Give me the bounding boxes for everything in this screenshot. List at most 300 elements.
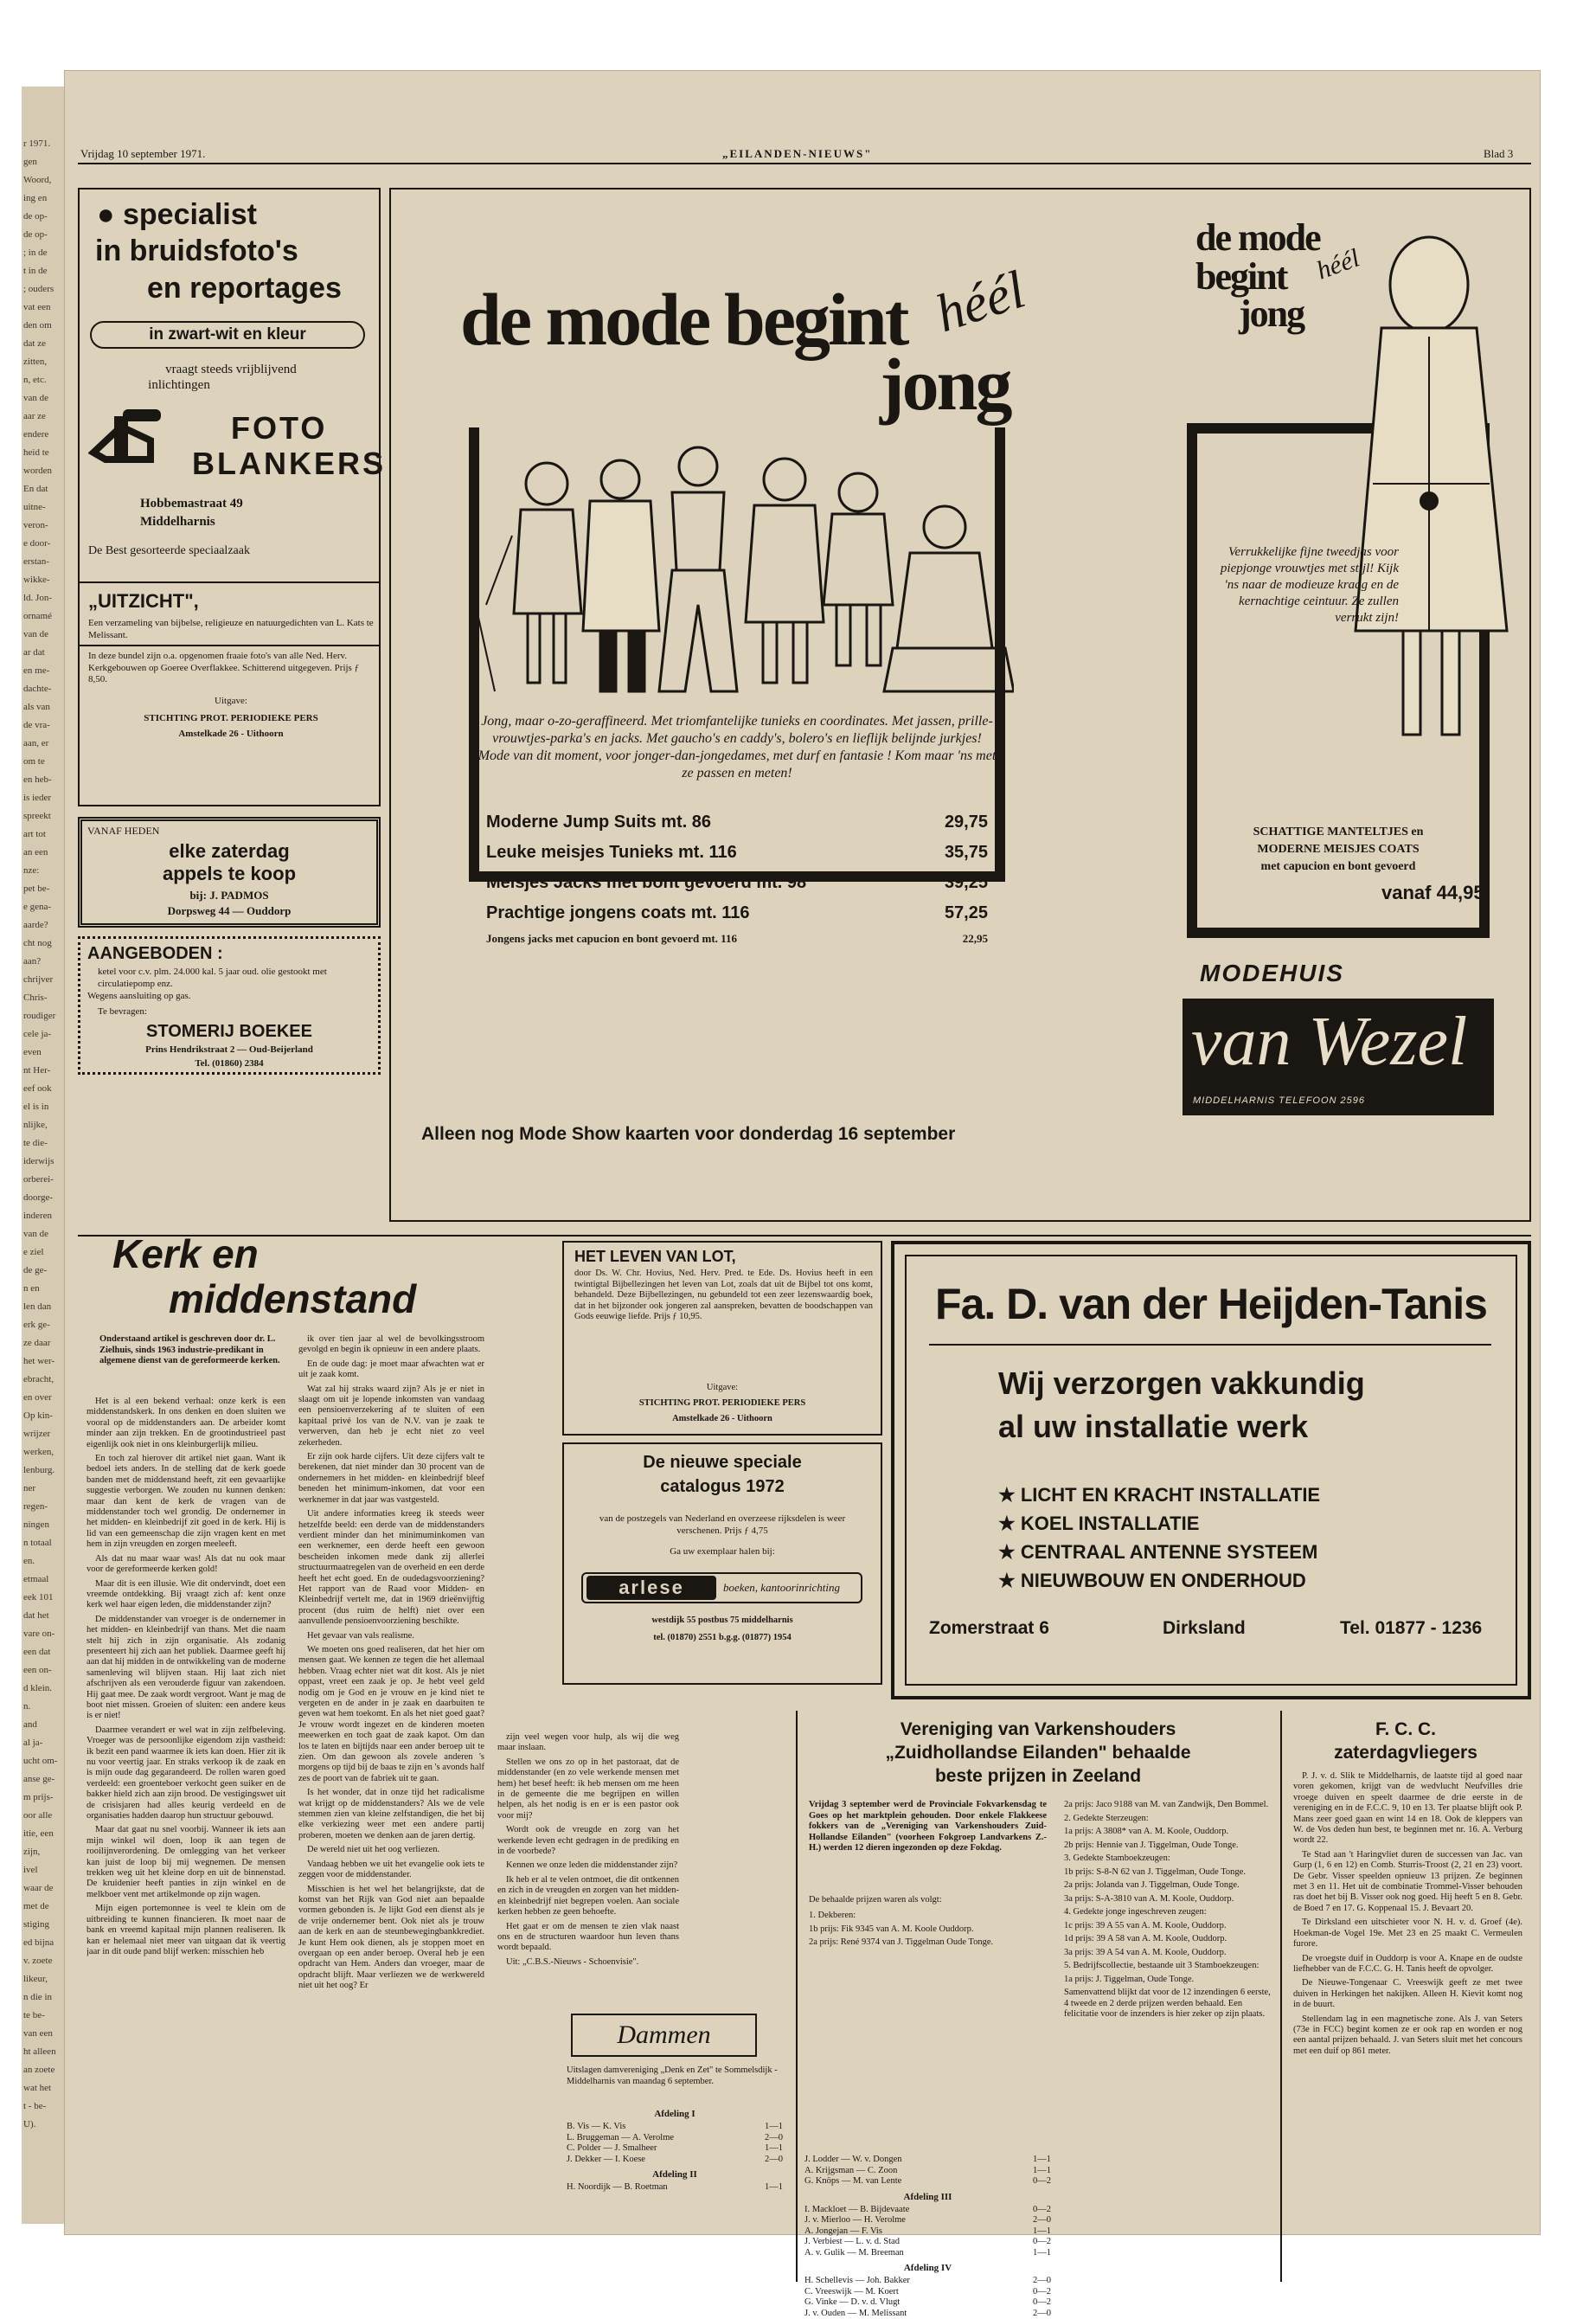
lot-text: door Ds. W. Chr. Hovius, Ned. Herv. Pred. te Ede. Ds. Hovius heeft in een twintigtal Bijbellezingen het leven van Lot, zoals dat uit de Bijbel tot ons komt, behandeld. Deze Bijbellezingen, nu gebundeld tot een zeer lezenswaardig boek, dat in het bijzonder ook jongeren zal aanspreken, bevatten de boodschappen van Gods eeuwige liefde. Prijs ƒ 10,95. [574,1269,873,1323]
mode-right-caption: Verrukkelijke fijne tweedjas voor piepjonge vrouwtjes met stijl! Kijk 'ns naar de modieuze kraag en de kernachtige ceintuur. Ze zullen verrukt zijn! [1208,544,1399,626]
price-item-3 [486,873,988,893]
kerk-intro: Onderstaand artikel is geschreven door dr. L. Zielhuis, sinds 1963 industrie-predikant in algemene dienst van de gereformeerde kerken. [99,1334,290,1367]
adjacent-page-fragment: van de [23,629,48,640]
adjacent-page-fragment: en heb- [23,774,52,786]
varkens-line: 5. Bedrijfscollectie, bestaande uit 3 Stamboekzeugen: [1064,1961,1272,1972]
header-page-number: Blad 3 [1484,147,1513,161]
varkens-line: 1a prijs: A 3808* van A. M. Koole, Ouddorp. [1064,1827,1272,1838]
dam-result-row [567,2122,783,2133]
mode-small-script: héél [1313,243,1364,286]
adjacent-page-fragment: n totaal [23,1538,52,1549]
kerk-paragraph: Wordt ook de vreugde en zorg van het werkende leven echt gedragen in de prediking en in de voorbede? [497,1825,679,1857]
dam-score: 1—1 [765,2143,783,2155]
varkens-behaald: De behaalde prijzen waren als volgt: [809,1895,1047,1906]
kerk-paragraph: zijn veel wegen voor hulp, als wij die weg maar inslaan. [497,1732,679,1754]
dam-section-head: Afdeling II [567,2169,783,2180]
adjacent-page-fragment: pet be- [23,883,49,895]
adjacent-page-fragment: nt Her- [23,1065,50,1076]
dammen-results-col1 [567,2104,783,2194]
adjacent-page-fragment: uitne- [23,502,46,513]
padmos-ad [78,817,381,928]
fcc-title2: zaterdagvliegers [1289,1743,1522,1763]
dam-section-head: Afdeling I [567,2109,783,2119]
adjacent-page-fragment: een on- [23,1665,52,1676]
adjacent-page-fragment: and [23,1719,37,1731]
kerk-paragraph: ik over tien jaar al wel de bevolkingsstroom gevolgd en begin ik opnieuw in een andere plaats. [298,1334,484,1356]
arlese-logo [581,1572,862,1603]
price-item-2-label: Leuke meisjes Tunieks mt. 116 [486,843,737,863]
boekee-text2: Wegens aansluiting op gas. [87,991,373,1003]
adjacent-page-fragment: ht alleen [23,2046,56,2058]
section-rule [78,1235,1531,1237]
dam-match: B. Vis — K. Vis [567,2122,625,2133]
van-wezel-logo-sub: MIDDELHARNIS TELEFOON 2596 [1193,1095,1365,1106]
adjacent-page-fragment: lenburg. [23,1465,54,1476]
dam-result-row [804,2166,1051,2177]
adjacent-page-fragment: ebracht, [23,1374,54,1385]
adjacent-page-fragment: te be- [23,2010,45,2021]
adjacent-page-fragment: even [23,1047,42,1058]
adjacent-page-fragment: e gena- [23,902,51,913]
kerk-paragraph: En toch zal hierover dit artikel niet gaan. Want ik bedoel iets anders. In de stelling dat de kerk goede banden met de middenstand heeft, zit een gevaarlijke suggestie verborgen. We zouden nu kunnen denken: maar dan kent de kerk de vragen van de middenstander toch wel grondig. De ondernemer in het midden- en kleinbedrijf zit goed in de kerk. Hij is lid van een gemeenschap die zijn vragen kent en met hem in zijn vreugden en zorgen meeleeft. [87,1454,285,1551]
adjacent-page-fragment: van de [23,393,48,404]
dam-result-row [567,2133,783,2144]
adjacent-page-fragment: n en [23,1283,40,1294]
dam-result-row [567,2182,783,2194]
varkens-line: 3. Gedekte Stamboekzeugen: [1064,1853,1272,1865]
adjacent-page-fragment: ld. Jon- [23,593,52,604]
adjacent-page-fragment: U). [23,2119,35,2130]
dam-match: J. Verbiest — L. v. d. Stad [804,2237,900,2248]
adjacent-page-fragment: d klein. [23,1683,52,1694]
varkens-line: 1b prijs: S-8-N 62 van J. Tiggelman, Oude Tonge. [1064,1867,1272,1879]
dam-match: I. Mackloet — B. Bijdevaate [804,2205,909,2216]
price-item-small [486,932,988,946]
kerk-paragraph: Stellen we ons zo op in het pastoraat, dat de middenstander (en zo vele werkende mensen met hem) het besef heeft: ik heb mensen om me heen in de gemeente die me begrijpen en willen helpen, als het nodig is en er is een pastor ook voor mij? [497,1757,679,1821]
adjacent-page-fragment: regen- [23,1501,48,1513]
heijden-services [998,1478,1483,1598]
adjacent-page-fragment: dat het [23,1610,49,1622]
adjacent-page-fragment: orberei- [23,1174,54,1185]
boekee-address: Prins Hendrikstraat 2 — Oud-Beijerland [80,1044,378,1057]
dam-match: H. Noordijk — B. Roetman [567,2182,668,2194]
dam-match: G. Vinke — D. v. d. Vlugt [804,2297,900,2309]
adjacent-page-fragment: aar ze [23,411,46,422]
varkens-title3: beste prijzen in Zeeland [804,1766,1272,1787]
kerk-paragraph: Is het wonder, dat in onze tijd het radicalisme wat krijgt op de middenstanders? Als we de vele stemmen zien van kleine zelfstandigen, die het bij elke verkiezing weer met een andere partij proberen, moeten we denken aan de jaren dertig. [298,1788,484,1841]
varkens-line: 3a prijs: S-A-3810 van A. M. Koole, Ouddorp. [1064,1894,1272,1905]
catalogus-ad [562,1442,882,1685]
adjacent-page-fragment: ornamé [23,611,52,622]
arlese-logo-sub: boeken, kantoorinrichting [723,1581,840,1595]
varkens-line: 3a prijs: 39 A 54 van A. M. Koole, Ouddorp. [1064,1948,1272,1959]
adjacent-page-fragment: aarde? [23,920,48,931]
padmos-line2: appels te koop [82,863,376,885]
arlese-logo-text: arlese [586,1576,716,1600]
adjacent-page-fragment: aan, er [23,738,48,749]
children-fashion-illustration-icon [460,432,1014,717]
adjacent-page-fragment: an een [23,847,48,858]
adjacent-page-fragment: te die- [23,1138,48,1149]
kerk-paragraph: En de oude dag: je moet maar afwachten wat er uit je zaak komt. [298,1359,484,1381]
kerk-paragraph: Als dat nu maar waar was! Als dat nu ook maar voor de gereformeerde kerken gold! [87,1554,285,1576]
bruids-pill: in zwart-wit en kleur [90,321,365,349]
price-item-2-price: 35,75 [945,843,988,863]
dam-match: J. Dekker — I. Koese [567,2155,645,2166]
adjacent-page-fragment: eek 101 [23,1592,54,1603]
adjacent-page-fragment: al ja- [23,1738,42,1749]
dam-score: 2—0 [1033,2276,1051,2287]
bruids-sub1: vraagt steeds vrijblijvend [114,363,348,377]
bruids-address1: Hobbemastraat 49 [140,497,243,511]
adjacent-page-fragment: chrijver [23,974,53,986]
fcc-paragraph: Te Stad aan 't Haringvliet duren de successen van Jac. van Gurp (1, 6 en 12) en Comb. Sturris-Troost (2, 21 en 23) voort. De Gebr. Visser speelden opnieuw 13 prijzen. Ze beginnen met 3 en 11. Het uit de combinatie Trommel-Visser behouden ras doet het bij B. Visser ook nog goed. Hij heeft 5 en 8. Gebr. de Boed 7 en 17. G. Koppenaal 15. J. Bevaart 20. [1293,1850,1522,1914]
mode-headline-script: héél [929,260,1033,345]
adjacent-page-fragment: e ziel [23,1247,44,1258]
price-item-4-price: 57,25 [945,903,988,923]
service-2: ★ KOEL INSTALLATIE [998,1513,1483,1535]
adjacent-page-fragment: vat een [23,302,50,313]
adjacent-page-fragment: van de [23,1229,48,1240]
adjacent-page-fragment: ivel [23,1865,38,1876]
dam-result-row [567,2143,783,2155]
dam-score: 0—2 [1033,2205,1051,2216]
adjacent-page-fragment: om te [23,756,45,768]
adjacent-page-fragment: aan? [23,956,41,967]
bruids-line1: ● specialist [97,198,257,232]
padmos-line1: elke zaterdag [82,840,376,863]
adjacent-page-fragment: e door- [23,538,50,549]
adjacent-page-fragment: ed bijna [23,1937,54,1949]
mode-caption: Jong, maar o-zo-geraffineerd. Met triomfantelijke tunieks en coordinates. Met jassen, prille-vrouwtjes-parka's en jacks. Met gaucho's en caddy's, bolero's en lieflijk belijnde jurkjes! Mode van dit moment, voor jonger-dan-jongedames, met durf en fantasie ! Kom maar 'ns met ze passen en meten! [478,713,997,782]
mode-small-headline2: begint [1195,254,1286,299]
fcc-text [1293,1771,1522,2290]
adjacent-page-fragment: cht nog [23,938,52,949]
varkens-line: 4. Gedekte jonge ingeschreven zeugen: [1064,1907,1272,1918]
bruids-sub2: inlichtingen [114,378,244,393]
adjacent-page-fragment: r 1971. [23,138,50,150]
adjacent-page-fragment: eef ook [23,1083,52,1095]
dam-result-row [804,2287,1051,2298]
adjacent-page-fragment: als van [23,702,50,713]
kerk-paragraph: Vandaag hebben we uit het evangelie ook iets te zeggen voor de middenstander. [298,1860,484,1881]
bruids-footer: De Best gesorteerde speciaalzaak [88,544,250,558]
heijden-title: Fa. D. van der Heijden-Tanis [894,1279,1528,1329]
varkens-title2: „Zuidhollandse Eilanden" behaalde [804,1743,1272,1763]
bruids-line2: in bruidsfoto's [95,234,298,268]
bruids-address2: Middelharnis [140,515,215,530]
dam-match: A. Jongejan — F. Vis [804,2226,882,2238]
kerk-title1: Kerk en [112,1230,259,1277]
adjacent-page-fragment: Op kin- [23,1410,53,1422]
van-wezel-logo [1183,999,1494,1115]
varkens-line: Samenvattend blijkt dat voor de 12 inzendingen 6 eerste, 4 tweede en 2 derde prijzen werden behaald. Een felicitatie voor de inzenders is hier zeker op zijn plaats. [1064,1988,1272,2020]
bruidsfoto-ad [78,188,381,646]
mode-headline1: de mode [460,276,708,363]
price-item-2 [486,843,988,863]
dam-match: J. v. Mierloo — H. Verolme [804,2215,906,2226]
dam-section-head: Afdeling III [804,2192,1051,2202]
boekee-tel: Tel. (01860) 2384 [80,1058,378,1070]
adjacent-page-fragment: n die in [23,1992,52,2003]
adjacent-page-fragment: cele ja- [23,1029,51,1040]
kerk-paragraph: Kennen we onze leden die middenstander zijn? [497,1860,679,1871]
adjacent-page-fragment: doorge- [23,1192,53,1204]
kerk-paragraph: Uit: „C.B.S.-Nieuws - Schoenvisie". [497,1957,679,1968]
catalogus-tel: tel. (01870) 2551 b.g.g. (01877) 1954 [564,1633,881,1644]
fcc-title1: F. C. C. [1289,1719,1522,1740]
adjacent-page-fragment: t - be- [23,2101,46,2112]
uitzicht-publisher: STICHTING PROT. PERIODIEKE PERS [88,713,374,725]
dam-match: J. v. Ouden — M. Melissant [804,2309,907,2319]
padmos-vanaf: VANAF HEDEN [87,825,159,838]
heijden-tel: Tel. 01877 - 1236 [1340,1618,1482,1639]
dam-score: 1—1 [1033,2248,1051,2259]
varkens-line: 2a prijs: Jaco 9188 van M. van Zandwijk, Den Bommel. [1064,1800,1272,1811]
heijden-street: Zomerstraat 6 [929,1618,1049,1639]
price-item-3-label: Meisjes Jacks met bont gevoerd mt. 98 [486,873,806,893]
catalogus-title1: De nieuwe speciale [564,1453,881,1473]
foto-brand-line2: BLANKERS [192,446,386,482]
dam-score: 0—2 [1033,2297,1051,2309]
boekee-company: STOMERIJ BOEKEE [80,1022,378,1042]
adjacent-page-fragment: n. [23,1701,30,1712]
dam-match: H. Schellevis — Joh. Bakker [804,2276,910,2287]
adjacent-page-fragment: wat het [23,2083,51,2094]
adjacent-page-fragment: art tot [23,829,46,840]
dam-score: 0—2 [1033,2287,1051,2298]
kerk-paragraph: Het gaat er om de mensen te zien vlak naast ons en de structuren waardoor hun leven thans wordt bepaald. [497,1922,679,1954]
heijden-tanis-ad [891,1241,1531,1699]
adjacent-page-fragment: van een [23,2028,53,2040]
dam-match: A. Krijgsman — C. Zoon [804,2166,897,2177]
kerk-paragraph: Maar dit is een illusie. Wie dit ondervindt, doet een vreemde ontdekking. Bij vraagt zich af: kent onze kerk wel haar eigen leden, die middenstander zijn? [87,1579,285,1611]
kerk-paragraph: We moeten ons goed realiseren, dat het hier om mensen gaat. We kennen ze tegen die het allemaal hebben. Vraag echter niet wat dit kost. Als je niet oppast, vreet een zaak je op. Je hebt veel geld nodig om je God en je vrouw en je kind niet te vergeten en de ander in je zaak en daarbuiten te geven wat hem toekomt. En als het niet goed gaat? Je vrouw wordt ingezet en de kinderen moeten meewerken en toch gaat de zaak kapot. Om dan los te laten en bijtijds naar een ander beroep uit te zien. Om dan gewoon als zovele anderen 's morgens op tijd bij de baas te zijn en 's avonds half zes de poort van de fabriek uit te gaan. [298,1645,484,1784]
adjacent-page-fragment: gen [23,157,37,168]
varkens-line: 2a prijs: René 9374 van J. Tiggelman Oude Tonge. [809,1937,1047,1949]
kerk-paragraph: Misschien is het wel het belangrijkste, dat de komst van het Rijk van God niet aan bepaalde vormen gebonden is. Je lijkt God een dienst als je de vrije ondernemer bent. Ook niet als je trouw aan de kerk en aan de steunbewegingbankkrediet. Je kunt Hem ook dienen, als je stoppen moet en overgaan op een ander beroep. Overal heb je een opdracht van Hem. Anders dan vroeger, maar de opdracht blijft. Maar verliezen we de werkwereld niet uit het oog? Er [298,1885,484,1992]
adjacent-page-fragment: en me- [23,665,49,677]
varkens-col2 [1064,1800,1272,2023]
van-wezel-logo-text: van Wezel [1191,1003,1467,1082]
foto-blankers-logo-icon [88,406,168,466]
kerk-paragraph: Wat zal hij straks waard zijn? Als je er niet in slaagt om uit je lopende inkomsten van vandaag een pensioenverzekering af te sluiten of een kapitaal privé los van de N.V. van je zaak te verwerven, dan heb je echt niet zo veel zekerheden. [298,1384,484,1449]
adjacent-page-fragment: zijn, [23,1847,40,1858]
boekee-title: AANGEBODEN : [87,944,223,964]
adjacent-page-fragment: n, etc. [23,375,47,386]
dammen-results-col2 [804,2155,1051,2319]
kerk-paragraph: Het is al een bekend verhaal: onze kerk is een middenstandskerk. In ons denken en doen sluiten we vooral op de middenstanders aan. De arbeider komt minder aan zijn trekken. En de grootindustrieel past eigenlijk ook niet in ons kleinburgerlijk milieu. [87,1397,285,1450]
dam-result-row [804,2155,1051,2166]
adjacent-page-fragment: stiging [23,1919,49,1930]
mode-small-headline3: jong [1239,292,1304,336]
adjacent-page-fragment: len dan [23,1301,51,1313]
lot-publisher: STICHTING PROT. PERIODIEKE PERS [564,1398,881,1410]
kerk-paragraph: Daarmee verandert er wel wat in zijn zelfbeleving. Vroeger was de persoonlijke eigendom zijn vastheid: ik bezit een pand waarmee ik iets kan doen. Hier zit ik nu voor veertig jaar. En straks verkoop ik de zaak en is mijn oude dag gegarandeerd. De rollen waren goed verdeeld: een groenteboer verkocht geen suiker en de bakker hield zich aan zijn brood. De vestigingswet uit de crisisjaren had alles keurig verdeeld en de organisaties hadden daarop hun structuur gebouwd. [87,1725,285,1822]
adjacent-page-fragment: nze: [23,865,39,877]
dam-score: 2—0 [765,2155,783,2166]
adjacent-page-fragment: nlijke, [23,1120,48,1131]
varkens-line: 1. Dekberen: [809,1911,1047,1922]
varkens-title1: Vereniging van Varkenshouders [804,1719,1272,1740]
adjacent-page-fragment: worden [23,466,52,477]
mode-small-headline1: de mode [1195,215,1320,260]
dam-result-row [804,2237,1051,2248]
adjacent-page-fragment: waar de [23,1883,54,1894]
dam-match: C. Polder — J. Smalheer [567,2143,657,2155]
adjacent-page-fragment: En dat [23,484,48,495]
varkens-intro: Vrijdag 3 september werd de Provinciale Fokvarkensdag te Goes op het marktplein gehouden. Door enkele Flakkeese fokkers van de „Vereniging van Varkenshouders Zuid-Hollandse Eilanden" (voorheen Fokgroep Landvarkens Z.-H.) werden 12 dieren ingezonden op deze Fokdag. [809,1800,1047,1854]
column-rule-2 [1280,1711,1282,2282]
header-rule [78,163,1531,164]
adjacent-page-fragment: ner [23,1483,35,1494]
price-item-1-label: Moderne Jump Suits mt. 86 [486,813,711,832]
uitzicht-uitgave: Uitgave: [88,696,374,708]
adjacent-page-fragment: inderen [23,1211,52,1222]
uitzicht-text2: In deze bundel zijn o.a. opgenomen fraaie foto's van alle Ned. Herv. Kerkgebouwen op Goeree Overflakkee. Schitterend uitgegeven. Prijs ƒ 8,50. [88,651,374,686]
kerk-col2 [298,1334,484,2295]
adjacent-page-fragment: veron- [23,520,48,531]
kerk-paragraph: Er zijn ook harde cijfers. Uit deze cijfers valt te berekenen, dat niet minder dan 30 procent van de ondernemers in het midden- en kleinbedrijf bleef beneden het minimum-inkomen, dat voor een werknemer in dat jaar was vastgesteld. [298,1452,484,1506]
mode-footer: Alleen nog Mode Show kaarten voor donderdag 16 september [421,1124,955,1145]
van-wezel-mode-ad [389,188,1531,1222]
adjacent-page-fragment: vare on- [23,1628,54,1640]
boekee-ad [78,936,381,1075]
catalogus-text2: Ga uw exemplaar halen bij: [564,1546,881,1558]
dam-section-head: Afdeling IV [804,2263,1051,2273]
adjacent-page-fragment: etmaal [23,1574,48,1585]
boekee-bevragen: Te bevragen: [98,1006,383,1018]
kerk-title2: middenstand [169,1275,416,1322]
dam-result-row [804,2248,1051,2259]
kerk-paragraph: Het gevaar van vals realisme. [298,1631,484,1641]
dam-result-row [804,2215,1051,2226]
uitzicht-ad [78,581,381,806]
fcc-paragraph: P. J. v. d. Slik te Middelharnis, de laatste tijd al goed naar voren gekomen, krijgt van de wedvlucht Neufvilles drie vroege duiven en speelt daarmee de drie eerste in de vereniging en in de F.C.C. 9, 10 en 13. Ter plaatse blijft ook P. Mans zeer goed gaan en wint 14 en 18. Ook de kleppers van W. de Vos deden hun best, te beginnen met nr. 16. A. Verburg wordt 22. [1293,1771,1522,1847]
dam-result-row [804,2309,1051,2319]
dam-score: 2—0 [765,2133,783,2144]
kerk-paragraph: Uit andere informaties kreeg ik steeds weer hetzelfde beeld: een derde van de middenstanders verdient minder dan het minimuminkomen van een werknemer, een derde heeft een gewoon bescheiden inkomen mede dank zij allerlei structuurmaatregelen van de overheid en een derde heeft het echt goed. En de oudedagsvoorziening? Het rapport van de Raad voor Midden- en Kleinbedrijf vertelt me, dat in 1969 drieënvijftig procent (dus ruim de helft) niet over een aanvullende pensioenvoorziening beschikte. [298,1509,484,1627]
right-box-line2: MODERNE MEISJES COATS [1195,843,1481,857]
adjacent-page-fragment: Woord, [23,175,51,186]
adjacent-page-fragment: oor alle [23,1810,52,1821]
dam-result-row [804,2176,1051,2187]
price-item-4 [486,903,988,923]
adjacent-page-fragment: ; ouders [23,284,54,295]
price-item-small-label: Jongens jacks met capucion en bont gevoerd mt. 116 [486,932,737,946]
dammen-intro: Uitslagen damvereniging „Denk en Zet" te Sommelsdijk - Middelharnis van maandag 6 september. [567,2065,783,2087]
catalogus-title2: catalogus 1972 [564,1477,881,1497]
right-box-line3: met capucion en bont gevoerd [1195,860,1481,874]
header-title: „EILANDEN-NIEUWS" [722,147,872,161]
adjacent-page-fragment: endere [23,429,48,440]
catalogus-address: westdijk 55 postbus 75 middelharnis [564,1616,881,1627]
right-box-price: vanaf 44,95 [1381,882,1484,904]
adjacent-page-fragment: ; in de [23,247,48,259]
dam-score: 1—1 [765,2122,783,2133]
column-rule [796,1711,798,2282]
adjacent-page-fragment: dachte- [23,684,51,695]
price-item-3-price: 39,25 [945,873,988,893]
price-item-1-price: 29,75 [945,813,988,832]
dam-score: 2—0 [1033,2309,1051,2319]
adjacent-page-fragment: dat ze [23,338,46,350]
kerk-paragraph: De middenstander van vroeger is de ondernemer in het midden- en kleinbedrijf van thans. Met die naam stelt hij zich in zijn organisatie. Als zodanig presenteert hij zich aan het publiek. Daarmee geeft hij aan dat hij midden in de ontwikkeling van de moderne samenleving wil blijven staan. Hij laat zich niet afschrijven als een verouderde figuur van zakendoen. Hij gaat mee. De zaak wordt vergroot. Want je mag de boot niet missen. Groeien of sluiten: een andere keus is er niet! [87,1615,285,1722]
catalogus-text1: van de postzegels van Nederland en overzeese rijksdelen is weer verschenen. Prijs ƒ 4,75 [581,1513,863,1537]
lot-title: HET LEVEN VAN LOT, [574,1248,736,1266]
adjacent-page-fragment: v. zoete [23,1956,53,1967]
heijden-rule [929,1344,1491,1346]
varkens-line: 2. Gedekte Sterzeugen: [1064,1814,1272,1825]
kerk-paragraph: Maar dat gaat nu snel voorbij. Wanneer ik iets aan mijn winkel wil doen, loop ik aan tegen de rooilijnverordening. De omlegging van het verkeer kan juist de loop bij mij wegnemen. De mensen trekken weg uit het kleine dorp en uit de binnenstad. De kruidenier heeft panties in zijn winkel en de melkboer vent met artikelmonde op zijn wagen. [87,1825,285,1900]
adjacent-page-fragment: spreekt [23,811,51,822]
adjacent-page-strip [22,87,67,2224]
mode-headline3: jong [880,341,1010,427]
dam-result-row [804,2226,1051,2238]
dam-score: 1—1 [1033,2155,1051,2166]
dam-score: 1—1 [765,2182,783,2194]
adjacent-page-fragment: de op- [23,211,48,222]
varkens-line: 1b prijs: Fik 9345 van A. M. Koole Ouddorp. [809,1924,1047,1936]
dam-result-row [804,2205,1051,2216]
adjacent-page-fragment: met de [23,1901,49,1912]
adjacent-page-fragment: t in de [23,266,48,277]
kerk-paragraph: Ik heb er al te velen ontmoet, die dit ontkennen en zich in de vreugden en zorgen van het midden- en kleinbedrijf niet begrepen voelen. Aan sociale kerken hebben ze geen behoefte. [497,1875,679,1918]
adjacent-page-fragment: erstan- [23,556,49,568]
varkens-line: 1a prijs: J. Tiggelman, Oude Tonge. [1064,1975,1272,1986]
price-item-4-label: Prachtige jongens coats mt. 116 [486,903,750,923]
uitzicht-title: „UITZICHT", [88,590,199,613]
adjacent-page-fragment: en. [23,1556,35,1567]
price-item-1 [486,813,988,832]
dam-score: 0—2 [1033,2237,1051,2248]
service-1: ★ LICHT EN KRACHT INSTALLATIE [998,1484,1483,1506]
newspaper-page [65,71,1540,2234]
adjacent-page-fragment: ar dat [23,647,45,658]
header-date: Vrijdag 10 september 1971. [80,147,205,161]
adjacent-page-fragment: den om [23,320,52,331]
adjacent-page-fragment: ing en [23,193,47,204]
heijden-tag2: al uw installatie werk [998,1409,1308,1445]
adjacent-page-fragment: erk ge- [23,1320,50,1331]
dam-score: 1—1 [1033,2166,1051,2177]
fcc-paragraph: De vroegste duif in Ouddorp is voor A. Knape en de oudste liefhebber van de F.C.C. G. H. Tanis heeft de opvolger. [1293,1954,1522,1975]
adjacent-page-fragment: Chris- [23,992,48,1004]
service-4: ★ NIEUWBOUW EN ONDERHOUD [998,1570,1483,1592]
dam-score: 1—1 [1033,2226,1051,2238]
dammen-title: Dammen [571,2014,757,2057]
kerk-col1 [87,1397,285,2297]
mode-price-list [486,813,988,946]
adjacent-page-fragment: an zoete [23,2065,54,2076]
price-item-small-price: 22,95 [963,932,988,946]
adjacent-page-fragment: het wer- [23,1356,54,1367]
kerk-paragraph: Mijn eigen portemonnee is veel te klein om de uitbreiding te kunnen financieren. Ik moet naar de bank en vreemd kapitaal mijn plannen realiseren. Ik kan er helemaal niet meer van uitgaan dat ik veertig jaar in dit oude pand blijf werken: misschien heb [87,1904,285,1957]
adjacent-page-fragment: ze daar [23,1338,50,1349]
dam-score: 2—0 [1033,2215,1051,2226]
adjacent-page-fragment: ucht om- [23,1756,57,1767]
adjacent-page-fragment: el is in [23,1102,48,1113]
uitzicht-address: Amstelkade 26 - Uithoorn [88,729,374,741]
dam-match: J. Lodder — W. v. Dongen [804,2155,901,2166]
dam-match: L. Bruggeman — A. Verolme [567,2133,674,2144]
adjacent-page-fragment: en over [23,1392,52,1404]
service-3: ★ CENTRAAL ANTENNE SYSTEEM [998,1541,1483,1564]
adjacent-page-fragment: m prijs- [23,1792,54,1803]
padmos-address: Dorpsweg 44 — Ouddorp [82,904,376,918]
adjacent-page-fragment: heid te [23,447,49,459]
adjacent-page-fragment: ningen [23,1519,49,1531]
